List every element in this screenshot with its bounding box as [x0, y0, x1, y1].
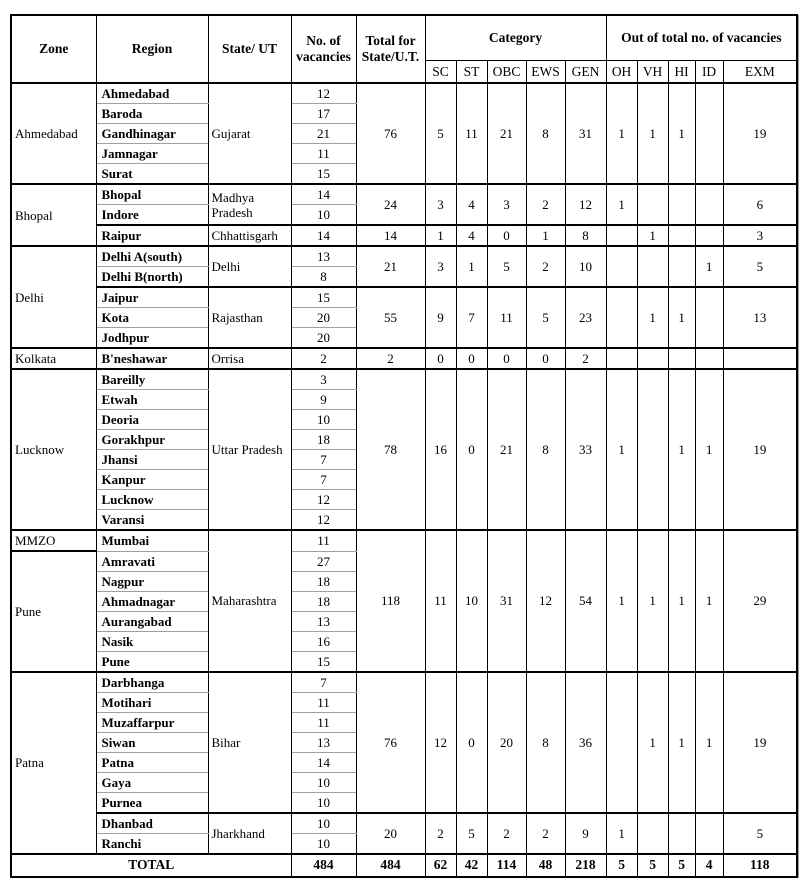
vh-cell — [637, 813, 668, 854]
region-cell: Dhanbad — [96, 813, 208, 834]
state-total-cell: 21 — [356, 246, 425, 287]
state-cell: Bihar — [208, 672, 291, 813]
id-cell: 1 — [695, 246, 723, 287]
zone-cell: Patna — [11, 672, 96, 854]
region-cell: Ahmadnagar — [96, 591, 208, 611]
gen-cell: 33 — [565, 369, 606, 530]
vacancy-count-cell: 10 — [291, 833, 356, 854]
region-row — [11, 83, 797, 104]
region-cell: Jodhpur — [96, 328, 208, 349]
region-cell: Darbhanga — [96, 672, 208, 693]
state-total-cell: 2 — [356, 348, 425, 369]
ews-cell: 12 — [526, 530, 565, 672]
oh-cell: 1 — [606, 369, 637, 530]
total-ews-cell: 48 — [526, 854, 565, 877]
total-label-cell: TOTAL — [11, 854, 291, 877]
gen-cell: 54 — [565, 530, 606, 672]
region-cell: Nasik — [96, 631, 208, 651]
region-cell: Surat — [96, 164, 208, 185]
region-row — [11, 225, 797, 246]
vacancy-count-cell: 15 — [291, 651, 356, 672]
state-total-cell: 76 — [356, 83, 425, 184]
col-header-vacancies: No. of vacancies — [291, 15, 356, 83]
region-cell: Delhi A(south) — [96, 246, 208, 267]
region-cell: Amravati — [96, 551, 208, 571]
total-vacancies-cell: 484 — [291, 854, 356, 877]
ews-cell: 2 — [526, 813, 565, 854]
exm-cell: 13 — [723, 287, 797, 348]
id-cell — [695, 184, 723, 225]
id-cell — [695, 813, 723, 854]
region-cell: Motihari — [96, 692, 208, 712]
table-body — [11, 83, 797, 854]
vacancy-count-cell: 18 — [291, 571, 356, 591]
col-header-st: ST — [456, 61, 487, 84]
vacancy-count-cell: 2 — [291, 348, 356, 369]
total-sc-cell: 62 — [425, 854, 456, 877]
oh-cell: 1 — [606, 83, 637, 184]
st-cell: 4 — [456, 225, 487, 246]
region-cell: Baroda — [96, 104, 208, 124]
region-cell: Gaya — [96, 772, 208, 792]
region-cell: Jamnagar — [96, 144, 208, 164]
vacancy-count-cell: 14 — [291, 225, 356, 246]
oh-cell — [606, 348, 637, 369]
gen-cell: 23 — [565, 287, 606, 348]
vh-cell — [637, 369, 668, 530]
oh-cell — [606, 246, 637, 287]
region-cell: Pune — [96, 651, 208, 672]
vh-cell: 1 — [637, 287, 668, 348]
exm-cell: 3 — [723, 225, 797, 246]
region-cell: Etwah — [96, 390, 208, 410]
exm-cell: 19 — [723, 672, 797, 813]
st-cell: 5 — [456, 813, 487, 854]
sc-cell: 1 — [425, 225, 456, 246]
total-st-cell: 42 — [456, 854, 487, 877]
state-total-cell: 78 — [356, 369, 425, 530]
ews-cell: 8 — [526, 369, 565, 530]
exm-cell: 29 — [723, 530, 797, 672]
vacancy-count-cell: 18 — [291, 591, 356, 611]
region-cell: Bhopal — [96, 184, 208, 205]
region-cell: Indore — [96, 205, 208, 226]
state-cell: Uttar Pradesh — [208, 369, 291, 530]
state-total-cell: 24 — [356, 184, 425, 225]
region-cell: Aurangabad — [96, 611, 208, 631]
col-header-gen: GEN — [565, 61, 606, 84]
exm-cell: 5 — [723, 246, 797, 287]
vh-cell — [637, 184, 668, 225]
region-cell: Kanpur — [96, 470, 208, 490]
col-group-out-of-total: Out of total no. of vacancies — [606, 15, 797, 61]
region-cell: Lucknow — [96, 490, 208, 510]
hi-cell: 1 — [668, 287, 695, 348]
vacancy-count-cell: 15 — [291, 287, 356, 308]
ews-cell: 2 — [526, 246, 565, 287]
hi-cell — [668, 184, 695, 225]
col-header-obc: OBC — [487, 61, 526, 84]
obc-cell: 20 — [487, 672, 526, 813]
col-header-ews: EWS — [526, 61, 565, 84]
exm-cell: 19 — [723, 83, 797, 184]
vacancy-count-cell: 10 — [291, 792, 356, 813]
col-header-vh: VH — [637, 61, 668, 84]
region-cell: Bareilly — [96, 369, 208, 390]
region-row — [11, 530, 797, 551]
region-row — [11, 369, 797, 390]
vacancy-count-cell: 3 — [291, 369, 356, 390]
col-header-zone: Zone — [11, 15, 96, 83]
region-cell: Gorakhpur — [96, 430, 208, 450]
vacancy-count-cell: 10 — [291, 772, 356, 792]
region-row — [11, 348, 797, 369]
sc-cell: 12 — [425, 672, 456, 813]
total-oh-cell: 5 — [606, 854, 637, 877]
region-cell: Ahmedabad — [96, 83, 208, 104]
obc-cell: 11 — [487, 287, 526, 348]
gen-cell: 12 — [565, 184, 606, 225]
col-header-exm: EXM — [723, 61, 797, 84]
gen-cell: 36 — [565, 672, 606, 813]
zone-cell: MMZO — [11, 530, 96, 551]
vacancy-count-cell: 10 — [291, 205, 356, 226]
vacancy-count-cell: 20 — [291, 308, 356, 328]
table-footer — [11, 854, 797, 877]
vacancy-count-cell: 9 — [291, 390, 356, 410]
ews-cell: 8 — [526, 83, 565, 184]
region-cell: Deoria — [96, 410, 208, 430]
vacancy-count-cell: 12 — [291, 83, 356, 104]
col-group-category: Category — [425, 15, 606, 61]
hi-cell: 1 — [668, 369, 695, 530]
vh-cell — [637, 348, 668, 369]
vacancy-count-cell: 12 — [291, 490, 356, 510]
vacancy-count-cell: 20 — [291, 328, 356, 349]
vacancy-count-cell: 14 — [291, 752, 356, 772]
vh-cell: 1 — [637, 672, 668, 813]
col-header-hi: HI — [668, 61, 695, 84]
region-cell: Gandhinagar — [96, 124, 208, 144]
vacancy-count-cell: 11 — [291, 144, 356, 164]
vacancy-count-cell: 15 — [291, 164, 356, 185]
st-cell: 0 — [456, 672, 487, 813]
state-total-cell: 76 — [356, 672, 425, 813]
region-cell: Ranchi — [96, 833, 208, 854]
exm-cell: 19 — [723, 369, 797, 530]
col-header-sc: SC — [425, 61, 456, 84]
exm-cell: 6 — [723, 184, 797, 225]
vacancy-count-cell: 27 — [291, 551, 356, 571]
table-header — [11, 15, 797, 83]
st-cell: 0 — [456, 348, 487, 369]
sc-cell: 16 — [425, 369, 456, 530]
vacancy-count-cell: 18 — [291, 430, 356, 450]
sc-cell: 3 — [425, 184, 456, 225]
state-cell: Jharkhand — [208, 813, 291, 854]
id-cell — [695, 348, 723, 369]
state-total-cell: 14 — [356, 225, 425, 246]
region-row — [11, 246, 797, 267]
ews-cell: 1 — [526, 225, 565, 246]
ews-cell: 5 — [526, 287, 565, 348]
exm-cell — [723, 348, 797, 369]
state-cell: Chhattisgarh — [208, 225, 291, 246]
hi-cell: 1 — [668, 83, 695, 184]
id-cell: 1 — [695, 530, 723, 672]
region-cell: Nagpur — [96, 571, 208, 591]
state-total-cell: 118 — [356, 530, 425, 672]
oh-cell — [606, 287, 637, 348]
col-header-state: State/ UT — [208, 15, 291, 83]
total-gen-cell: 218 — [565, 854, 606, 877]
vacancy-count-cell: 16 — [291, 631, 356, 651]
total-hi-cell: 5 — [668, 854, 695, 877]
vacancy-count-cell: 11 — [291, 530, 356, 551]
sc-cell: 11 — [425, 530, 456, 672]
col-header-region: Region — [96, 15, 208, 83]
region-cell: Raipur — [96, 225, 208, 246]
st-cell: 0 — [456, 369, 487, 530]
oh-cell: 1 — [606, 184, 637, 225]
zone-cell: Lucknow — [11, 369, 96, 530]
id-cell: 1 — [695, 369, 723, 530]
sc-cell: 0 — [425, 348, 456, 369]
region-cell: Siwan — [96, 732, 208, 752]
obc-cell: 21 — [487, 83, 526, 184]
obc-cell: 31 — [487, 530, 526, 672]
header-row-main — [11, 15, 797, 61]
vh-cell: 1 — [637, 530, 668, 672]
col-header-id: ID — [695, 61, 723, 84]
region-cell: Purnea — [96, 792, 208, 813]
total-id-cell: 4 — [695, 854, 723, 877]
state-cell: Rajasthan — [208, 287, 291, 348]
id-cell — [695, 83, 723, 184]
region-cell: B'neshawar — [96, 348, 208, 369]
region-row — [11, 184, 797, 205]
st-cell: 11 — [456, 83, 487, 184]
vh-cell — [637, 246, 668, 287]
oh-cell: 1 — [606, 530, 637, 672]
vacancy-count-cell: 10 — [291, 813, 356, 834]
vacancy-count-cell: 8 — [291, 267, 356, 288]
vh-cell: 1 — [637, 225, 668, 246]
gen-cell: 10 — [565, 246, 606, 287]
hi-cell: 1 — [668, 672, 695, 813]
zone-cell: Kolkata — [11, 348, 96, 369]
vacancy-count-cell: 21 — [291, 124, 356, 144]
vacancy-count-cell: 7 — [291, 672, 356, 693]
total-row — [11, 854, 797, 877]
state-cell: Orrisa — [208, 348, 291, 369]
st-cell: 1 — [456, 246, 487, 287]
ews-cell: 0 — [526, 348, 565, 369]
total-obc-cell: 114 — [487, 854, 526, 877]
gen-cell: 9 — [565, 813, 606, 854]
oh-cell — [606, 672, 637, 813]
zone-cell: Ahmedabad — [11, 83, 96, 184]
obc-cell: 0 — [487, 348, 526, 369]
vacancy-count-cell: 7 — [291, 450, 356, 470]
hi-cell — [668, 348, 695, 369]
ews-cell: 2 — [526, 184, 565, 225]
hi-cell — [668, 813, 695, 854]
vacancy-count-cell: 12 — [291, 510, 356, 531]
vacancy-count-cell: 13 — [291, 246, 356, 267]
total-exm-cell: 118 — [723, 854, 797, 877]
vacancy-count-cell: 10 — [291, 410, 356, 430]
vacancy-count-cell: 14 — [291, 184, 356, 205]
gen-cell: 2 — [565, 348, 606, 369]
region-cell: Mumbai — [96, 530, 208, 551]
region-cell: Jhansi — [96, 450, 208, 470]
state-cell: Delhi — [208, 246, 291, 287]
region-cell: Muzaffarpur — [96, 712, 208, 732]
exm-cell: 5 — [723, 813, 797, 854]
vacancy-count-cell: 11 — [291, 692, 356, 712]
state-total-cell: 20 — [356, 813, 425, 854]
gen-cell: 8 — [565, 225, 606, 246]
vacancy-table — [10, 14, 798, 878]
state-total-cell: 55 — [356, 287, 425, 348]
id-cell — [695, 225, 723, 246]
state-cell: Madhya Pradesh — [208, 184, 291, 225]
region-row — [11, 287, 797, 308]
obc-cell: 3 — [487, 184, 526, 225]
region-row — [11, 813, 797, 834]
id-cell: 1 — [695, 672, 723, 813]
region-cell: Patna — [96, 752, 208, 772]
vacancy-count-cell: 13 — [291, 732, 356, 752]
col-header-oh: OH — [606, 61, 637, 84]
vacancy-count-cell: 11 — [291, 712, 356, 732]
id-cell — [695, 287, 723, 348]
hi-cell: 1 — [668, 530, 695, 672]
zone-cell: Pune — [11, 551, 96, 672]
obc-cell: 0 — [487, 225, 526, 246]
sc-cell: 9 — [425, 287, 456, 348]
state-cell: Gujarat — [208, 83, 291, 184]
ews-cell: 8 — [526, 672, 565, 813]
st-cell: 7 — [456, 287, 487, 348]
sc-cell: 3 — [425, 246, 456, 287]
st-cell: 10 — [456, 530, 487, 672]
region-cell: Jaipur — [96, 287, 208, 308]
zone-cell: Bhopal — [11, 184, 96, 246]
region-cell: Delhi B(north) — [96, 267, 208, 288]
zone-cell: Delhi — [11, 246, 96, 348]
vacancy-count-cell: 17 — [291, 104, 356, 124]
oh-cell — [606, 225, 637, 246]
oh-cell: 1 — [606, 813, 637, 854]
st-cell: 4 — [456, 184, 487, 225]
hi-cell — [668, 246, 695, 287]
obc-cell: 21 — [487, 369, 526, 530]
region-cell: Kota — [96, 308, 208, 328]
col-header-total: Total for State/U.T. — [356, 15, 425, 83]
obc-cell: 2 — [487, 813, 526, 854]
vacancy-count-cell: 13 — [291, 611, 356, 631]
total-state-total-cell: 484 — [356, 854, 425, 877]
obc-cell: 5 — [487, 246, 526, 287]
region-row — [11, 672, 797, 693]
gen-cell: 31 — [565, 83, 606, 184]
vh-cell: 1 — [637, 83, 668, 184]
sc-cell: 5 — [425, 83, 456, 184]
state-cell: Maharashtra — [208, 530, 291, 672]
vacancy-count-cell: 7 — [291, 470, 356, 490]
total-vh-cell: 5 — [637, 854, 668, 877]
hi-cell — [668, 225, 695, 246]
region-cell: Varansi — [96, 510, 208, 531]
sc-cell: 2 — [425, 813, 456, 854]
